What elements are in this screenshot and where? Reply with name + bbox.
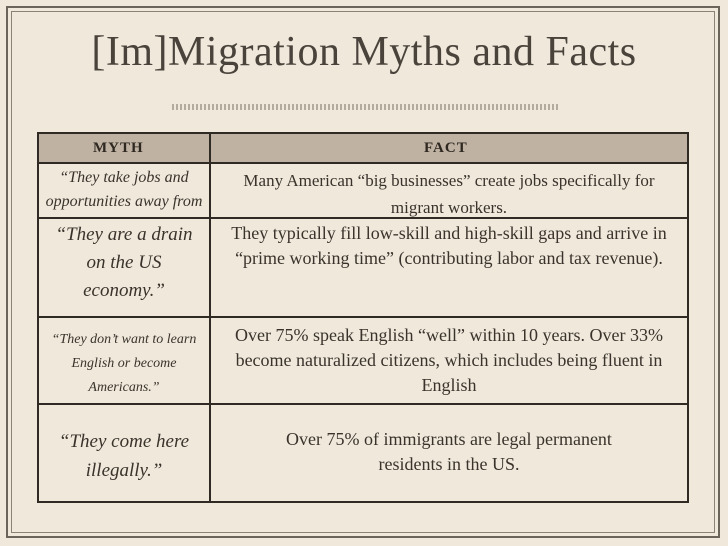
table-row — [39, 164, 687, 219]
myth-column-header: MYTH — [93, 140, 144, 156]
myth-cell: “They are a drain on the US economy.” — [55, 224, 193, 301]
fact-cell: Over 75% speak English “well” within 10 years. Over 33% become naturalized citizens, which includes being fluent in English — [235, 325, 663, 395]
table-row — [39, 318, 687, 405]
table-row — [39, 405, 687, 501]
table-header — [39, 134, 687, 164]
myth-cell: “They come here illegally.” — [58, 431, 190, 481]
slide-title: [Im]Migration Myths and Facts — [91, 29, 637, 75]
fact-cell: Many American “big businesses” create jobs specifically for migrant workers. — [243, 171, 655, 217]
fact-cell: They typically fill low-skill and high-skill gaps and arrive in “prime working time” (contributing labor and tax revenue). — [231, 223, 667, 268]
title-underline — [172, 104, 558, 110]
fact-column-header: FACT — [424, 140, 468, 156]
myth-cell: “They don’t want to learn English or become Americans.” — [51, 332, 197, 395]
table-row — [39, 219, 687, 318]
fact-cell: Over 75% of immigrants are legal permanent residents in the US. — [286, 429, 612, 474]
myths-facts-table — [37, 132, 689, 503]
column-divider — [209, 134, 211, 501]
myth-cell: “They take jobs and opportunities away from — [45, 169, 203, 210]
